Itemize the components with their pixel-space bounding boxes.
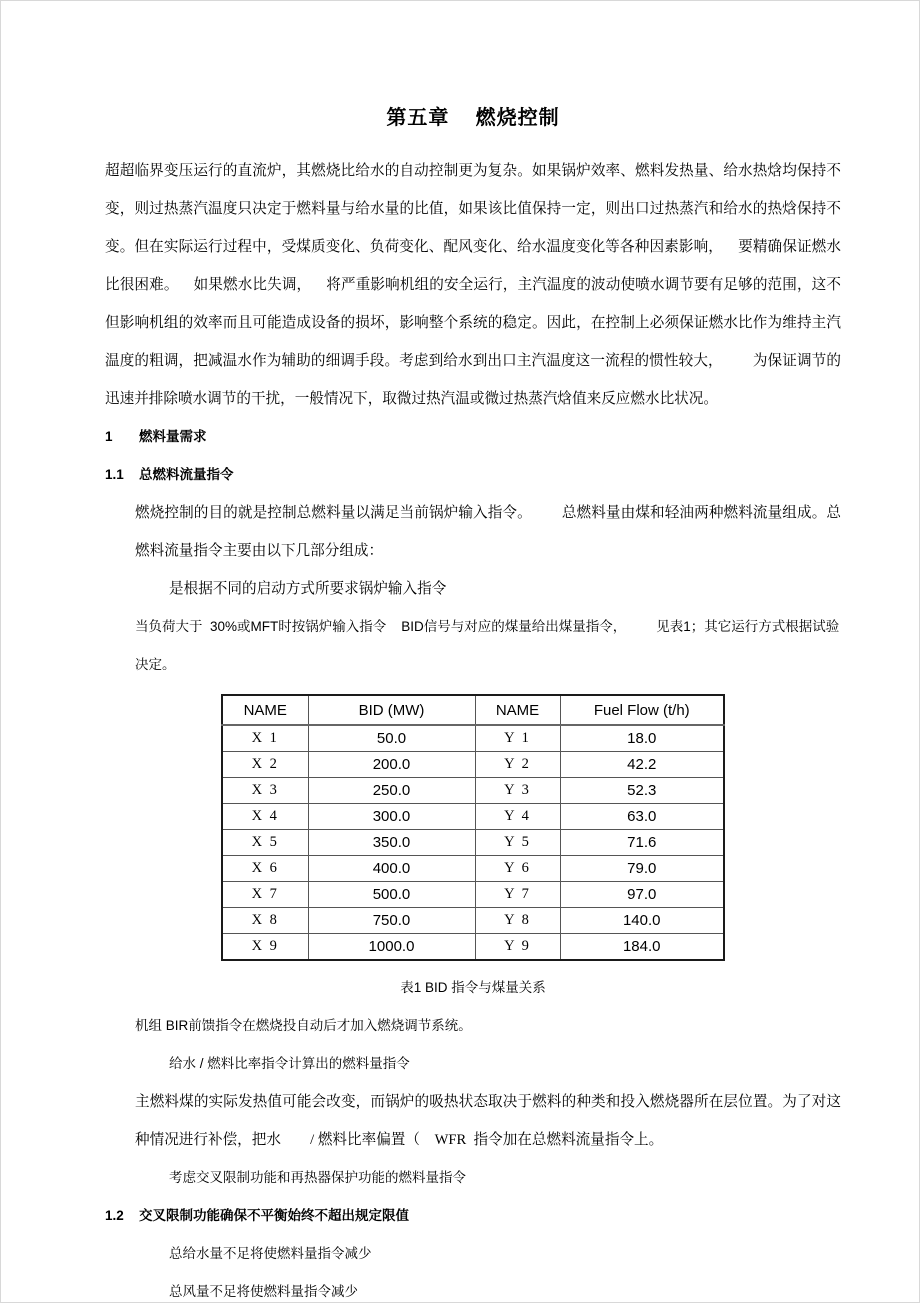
cell-name-y: Y 6	[475, 856, 560, 882]
cell-name-y: Y 5	[475, 830, 560, 856]
cell-bid: 1000.0	[308, 934, 475, 961]
section-number-1-2: 1.2	[105, 1208, 124, 1223]
cell-name-x: X 3	[222, 778, 308, 804]
cell-fuel-flow: 42.2	[560, 752, 724, 778]
table-header-fuel-flow: Fuel Flow (t/h)	[560, 695, 724, 725]
bullet-feedwater-insufficient: 总给水量不足将使燃料量指令减少	[169, 1246, 372, 1261]
paragraph-heating-value: 主燃料煤的实际发热值可能会改变，而锅炉的吸热状态取决于燃料的种类和投入燃烧器所在层位置。为了对这种情况进行补偿，把水 / 燃料比率偏置（ WFR 指令加在总燃料流量指令上。	[135, 1094, 841, 1148]
cell-name-y: Y 9	[475, 934, 560, 961]
cell-bid: 50.0	[308, 725, 475, 752]
section-heading-1-1	[105, 456, 841, 494]
section-title-1-1: 总燃料流量指令	[139, 467, 234, 482]
cell-name-x: X 2	[222, 752, 308, 778]
cell-name-y: Y 8	[475, 908, 560, 934]
section-title-1-2: 交叉限制功能确保不平衡始终不超出规定限值	[139, 1208, 409, 1223]
table-body	[222, 725, 724, 960]
bid-fuel-table-wrapper	[105, 694, 841, 961]
cell-name-x: X 5	[222, 830, 308, 856]
cell-name-x: X 9	[222, 934, 308, 961]
cell-name-y: Y 3	[475, 778, 560, 804]
cell-name-y: Y 4	[475, 804, 560, 830]
cell-fuel-flow: 63.0	[560, 804, 724, 830]
table-header-bid: BID (MW)	[308, 695, 475, 725]
cell-bid: 350.0	[308, 830, 475, 856]
bullet-start-mode: 是根据不同的启动方式所要求锅炉输入指令	[169, 581, 447, 597]
cell-name-x: X 8	[222, 908, 308, 934]
cell-name-x: X 4	[222, 804, 308, 830]
cell-bid: 250.0	[308, 778, 475, 804]
section-title-1: 燃料量需求	[139, 429, 207, 444]
cell-fuel-flow: 97.0	[560, 882, 724, 908]
table-row	[222, 830, 724, 856]
bid-fuel-table	[221, 694, 725, 961]
cell-bid: 300.0	[308, 804, 475, 830]
cell-fuel-flow: 184.0	[560, 934, 724, 961]
table-row	[222, 804, 724, 830]
table-row	[222, 778, 724, 804]
table-header-name-x: NAME	[222, 695, 308, 725]
cell-name-y: Y 7	[475, 882, 560, 908]
cell-name-x: X 7	[222, 882, 308, 908]
cell-bid: 400.0	[308, 856, 475, 882]
table-row	[222, 882, 724, 908]
cell-bid: 750.0	[308, 908, 475, 934]
section-heading-1-2	[105, 1197, 841, 1235]
page-content	[105, 1, 841, 1303]
cell-fuel-flow: 79.0	[560, 856, 724, 882]
table-caption: 表1 BID 指令与煤量关系	[400, 980, 546, 995]
table-row	[222, 856, 724, 882]
paragraph-load-condition: 当负荷大于 30%或MFT时按锅炉输入指令 BID信号与对应的煤量给出煤量指令， 见表1；其它运行方式根据试验决定。	[135, 619, 840, 672]
section-number-1-1: 1.1	[105, 467, 124, 482]
cell-name-y: Y 2	[475, 752, 560, 778]
cell-name-x: X 1	[222, 725, 308, 752]
section-number-1: 1	[105, 429, 113, 444]
table-header-name-y: NAME	[475, 695, 560, 725]
table-header-row	[222, 695, 724, 725]
section-heading-1	[105, 418, 841, 456]
cell-fuel-flow: 52.3	[560, 778, 724, 804]
page-title: 第五章 燃烧控制	[386, 107, 560, 129]
cell-bid: 500.0	[308, 882, 475, 908]
table-row	[222, 752, 724, 778]
bullet-cross-limit: 考虑交叉限制功能和再热器保护功能的燃料量指令	[169, 1170, 466, 1185]
bullet-ratio-command: 给水 / 燃料比率指令计算出的燃料量指令	[169, 1056, 410, 1071]
cell-bid: 200.0	[308, 752, 475, 778]
cell-fuel-flow: 71.6	[560, 830, 724, 856]
bullet-air-insufficient: 总风量不足将使燃料量指令减少	[169, 1284, 358, 1299]
cell-fuel-flow: 140.0	[560, 908, 724, 934]
cell-name-y: Y 1	[475, 725, 560, 752]
paragraph-bir: 机组 BIR前馈指令在燃烧投自动后才加入燃烧调节系统。	[135, 1018, 472, 1033]
cell-name-x: X 6	[222, 856, 308, 882]
cell-fuel-flow: 18.0	[560, 725, 724, 752]
intro-paragraph: 超超临界变压运行的直流炉，其燃烧比给水的自动控制更为复杂。如果锅炉效率、燃料发热量、给水热焓均保持不变，则过热蒸汽温度只决定于燃料量与给水量的比值，如果该比值保持一定，则出口过热蒸汽和给水的热焓保持不变。但在实际运行过程中，受煤质变化、负荷变化、配风变化、给水温度变化等各种因素影响， 要精确保证燃水比很困难。 如果燃水比失调， 将严重影响机组的安全运行，主汽温度的波动使喷水调节要有足够的范围，这不但影响机组的效率而且可能造成设备的损坏，影响整个系统的稳定。因此，在控制上必须保证燃水比作为维持主汽温度的粗调，把减温水作为辅助的细调手段。考虑到给水到出口主汽温度这一流程的惯性较大， 为保证调节的迅速并排除喷水调节的干扰，一般情况下，取微过热汽温或微过热蒸汽焓值来反应燃水比状况。	[105, 163, 841, 407]
table-row	[222, 934, 724, 961]
paragraph-total-fuel: 燃烧控制的目的就是控制总燃料量以满足当前锅炉输入指令。 总燃料量由煤和轻油两种燃料流量组成。总燃料流量指令主要由以下几部分组成：	[135, 505, 841, 559]
table-row	[222, 908, 724, 934]
table-row	[222, 725, 724, 752]
